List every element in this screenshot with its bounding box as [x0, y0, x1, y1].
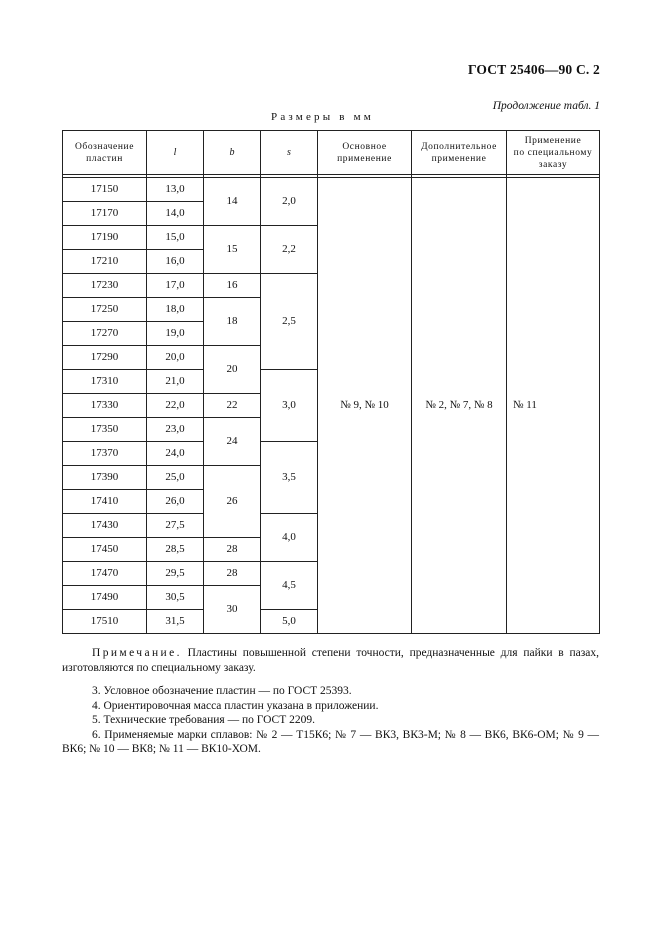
l-cell: 17,0	[147, 274, 204, 298]
col-header-extra-use	[412, 131, 507, 175]
code-cell: 17190	[63, 226, 147, 250]
code-cell: 17490	[63, 586, 147, 610]
l-cell: 26,0	[147, 490, 204, 514]
b-cell: 15	[204, 226, 261, 274]
b-cell: 16	[204, 274, 261, 298]
col-header-special-line3: заказу	[538, 159, 568, 170]
s-cell: 2,2	[261, 226, 318, 274]
col-header-b: b	[204, 131, 261, 175]
code-cell: 17310	[63, 370, 147, 394]
s-cell: 2,0	[261, 178, 318, 226]
code-cell: 17290	[63, 346, 147, 370]
code-cell: 17450	[63, 538, 147, 562]
l-cell: 25,0	[147, 466, 204, 490]
l-cell: 13,0	[147, 178, 204, 202]
list-item: 3. Условное обозначение пластин — по ГОСТ 25393.	[92, 685, 352, 697]
col-header-main-use-line2: применение	[337, 153, 392, 164]
b-cell: 30	[204, 586, 261, 634]
table-row	[63, 178, 600, 202]
col-header-l: l	[147, 131, 204, 175]
list-item: 4. Ориентировочная масса пластин указана в приложении.	[92, 699, 379, 712]
l-cell: 22,0	[147, 394, 204, 418]
units-label: Размеры в мм	[271, 111, 374, 123]
dimensions-table	[62, 130, 600, 634]
code-cell: 17470	[63, 562, 147, 586]
code-cell: 17350	[63, 418, 147, 442]
col-header-designation	[63, 131, 147, 175]
l-cell: 19,0	[147, 322, 204, 346]
table-continuation-label: Продолжение табл. 1	[492, 100, 600, 112]
b-cell: 24	[204, 418, 261, 466]
b-cell: 28	[204, 562, 261, 586]
col-header-s: s	[261, 131, 318, 175]
b-cell: 22	[204, 394, 261, 418]
col-header-designation-line1: Обозначение	[74, 141, 135, 152]
l-cell: 20,0	[147, 346, 204, 370]
l-cell: 24,0	[147, 442, 204, 466]
l-cell: 15,0	[147, 226, 204, 250]
note-text: Пластины повышенной степени точности, предназначенные для пайки в пазах, изготовляются по специальному заказу.	[62, 647, 599, 674]
b-cell: 20	[204, 346, 261, 394]
col-header-special-line2: по специальному	[513, 147, 593, 158]
code-cell: 17270	[63, 322, 147, 346]
col-header-extra-use-line2: применение	[431, 153, 487, 164]
l-cell: 27,5	[147, 514, 204, 538]
l-cell: 29,5	[147, 562, 204, 586]
special-order-cell: № 11	[507, 178, 600, 634]
code-cell: 17410	[63, 490, 147, 514]
code-cell: 17370	[63, 442, 147, 466]
col-header-designation-line2: пластин	[86, 153, 123, 164]
col-header-main-use-line1: Основное	[342, 141, 387, 152]
code-cell: 17510	[63, 610, 147, 634]
s-cell: 2,5	[261, 274, 318, 370]
b-cell: 18	[204, 298, 261, 346]
l-cell: 31,5	[147, 610, 204, 634]
extra-use-cell: № 2, № 7, № 8	[412, 178, 507, 634]
code-cell: 17390	[63, 466, 147, 490]
code-cell: 17230	[63, 274, 147, 298]
code-cell: 17150	[63, 178, 147, 202]
table-note	[62, 646, 599, 676]
s-cell: 4,5	[261, 562, 318, 610]
code-cell: 17170	[63, 202, 147, 226]
code-cell: 17430	[63, 514, 147, 538]
l-cell: 14,0	[147, 202, 204, 226]
note-label: Примечание.	[92, 647, 182, 659]
s-cell: 3,0	[261, 370, 318, 442]
b-cell: 26	[204, 466, 261, 538]
l-cell: 18,0	[147, 298, 204, 322]
s-cell: 5,0	[261, 610, 318, 634]
l-cell: 21,0	[147, 370, 204, 394]
list-item: 5. Технические требования — по ГОСТ 2209.	[92, 714, 315, 727]
l-cell: 16,0	[147, 250, 204, 274]
col-header-special	[507, 131, 600, 175]
s-cell: 4,0	[261, 514, 318, 562]
col-header-extra-use-line1: Дополнительное	[421, 141, 497, 152]
l-cell: 30,5	[147, 586, 204, 610]
b-cell: 28	[204, 538, 261, 562]
page-header: ГОСТ 25406—90 С. 2	[467, 62, 600, 77]
col-header-main-use	[318, 131, 412, 175]
code-cell: 17330	[63, 394, 147, 418]
list-item: 6. Применяемые марки сплавов: № 2 — Т15К6; № 7 — ВК3, ВК3-М; № 8 — ВК6, ВК6-ОМ; № 9 — ВК6; № 10 — ВК8; № 11 — ВК10-ХОМ.	[62, 728, 599, 756]
main-use-cell: № 9, № 10	[318, 178, 412, 634]
l-cell: 23,0	[147, 418, 204, 442]
code-cell: 17210	[63, 250, 147, 274]
requirements-list	[62, 684, 599, 757]
code-cell: 17250	[63, 298, 147, 322]
b-cell: 14	[204, 178, 261, 226]
l-cell: 28,5	[147, 538, 204, 562]
s-cell: 3,5	[261, 442, 318, 514]
col-header-special-line1: Применение	[524, 135, 582, 146]
